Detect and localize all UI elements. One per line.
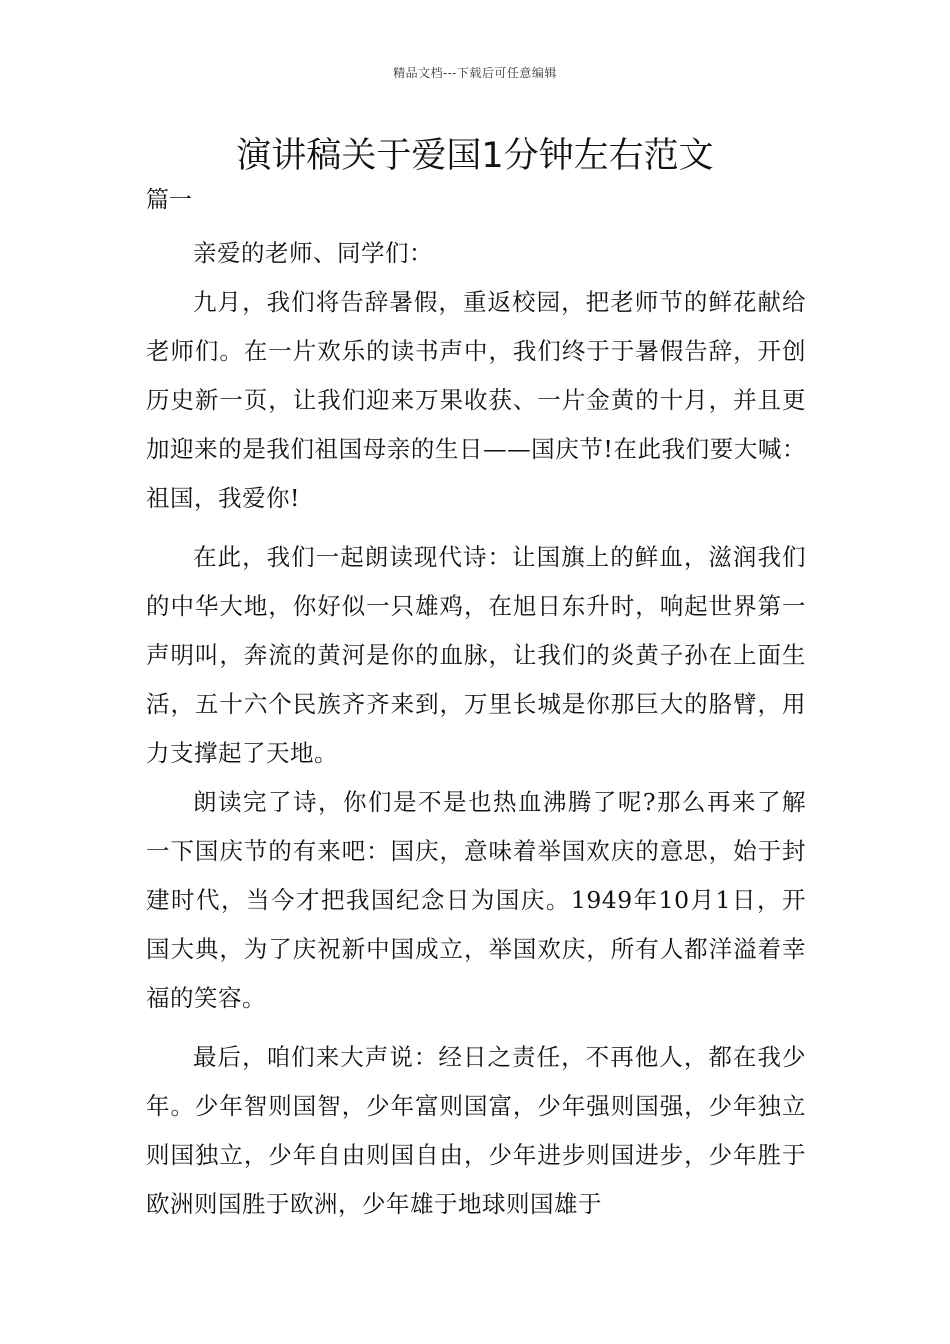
paragraph: 在此，我们一起朗读现代诗：让国旗上的鲜血，滋润我们的中华大地，你好似一只雄鸡，在旭日东升时，响起世界第一声明叫，奔流的黄河是你的血脉，让我们的炎黄子孙在上面生活，五十六个民族齐齐来到，万里长城是你那巨大的胳臂，用力支撑起了天地。 — [146, 543, 806, 767]
document-body — [146, 229, 806, 1229]
paragraph: 朗读完了诗，你们是不是也热血沸腾了呢?那么再来了解一下国庆节的有来吧：国庆，意味着举国欢庆的意思，始于封建时代，当今才把我国纪念日为国庆。1949年10月1日，开国大典，为了庆祝新中国成立，举国欢庆，所有人都洋溢着幸福的笑容。 — [146, 788, 806, 1012]
paragraph: 九月，我们将告辞暑假，重返校园，把老师节的鲜花献给老师们。在一片欢乐的读书声中，我们终于于暑假告辞，开创历史新一页，让我们迎来万果收获、一片金黄的十月，并且更加迎来的是我们祖国母亲的生日——国庆节!在此我们要大喊：祖国，我爱你! — [146, 288, 806, 512]
section-label: 篇一 — [146, 187, 192, 213]
paragraph: 最后，咱们来大声说：经日之责任，不再他人，都在我少年。少年智则国智，少年富则国富，少年强则国强，少年独立则国独立，少年自由则国自由，少年进步则国进步，少年胜于欧洲则国胜于欧洲，少年雄于地球则国雄于 — [146, 1043, 806, 1218]
document-title: 演讲稿关于爱国1分钟左右范文 — [236, 136, 714, 176]
paragraph-greeting: 亲爱的老师、同学们： — [193, 239, 433, 267]
header-note: 精品文档---下载后可任意编辑 — [393, 66, 557, 80]
